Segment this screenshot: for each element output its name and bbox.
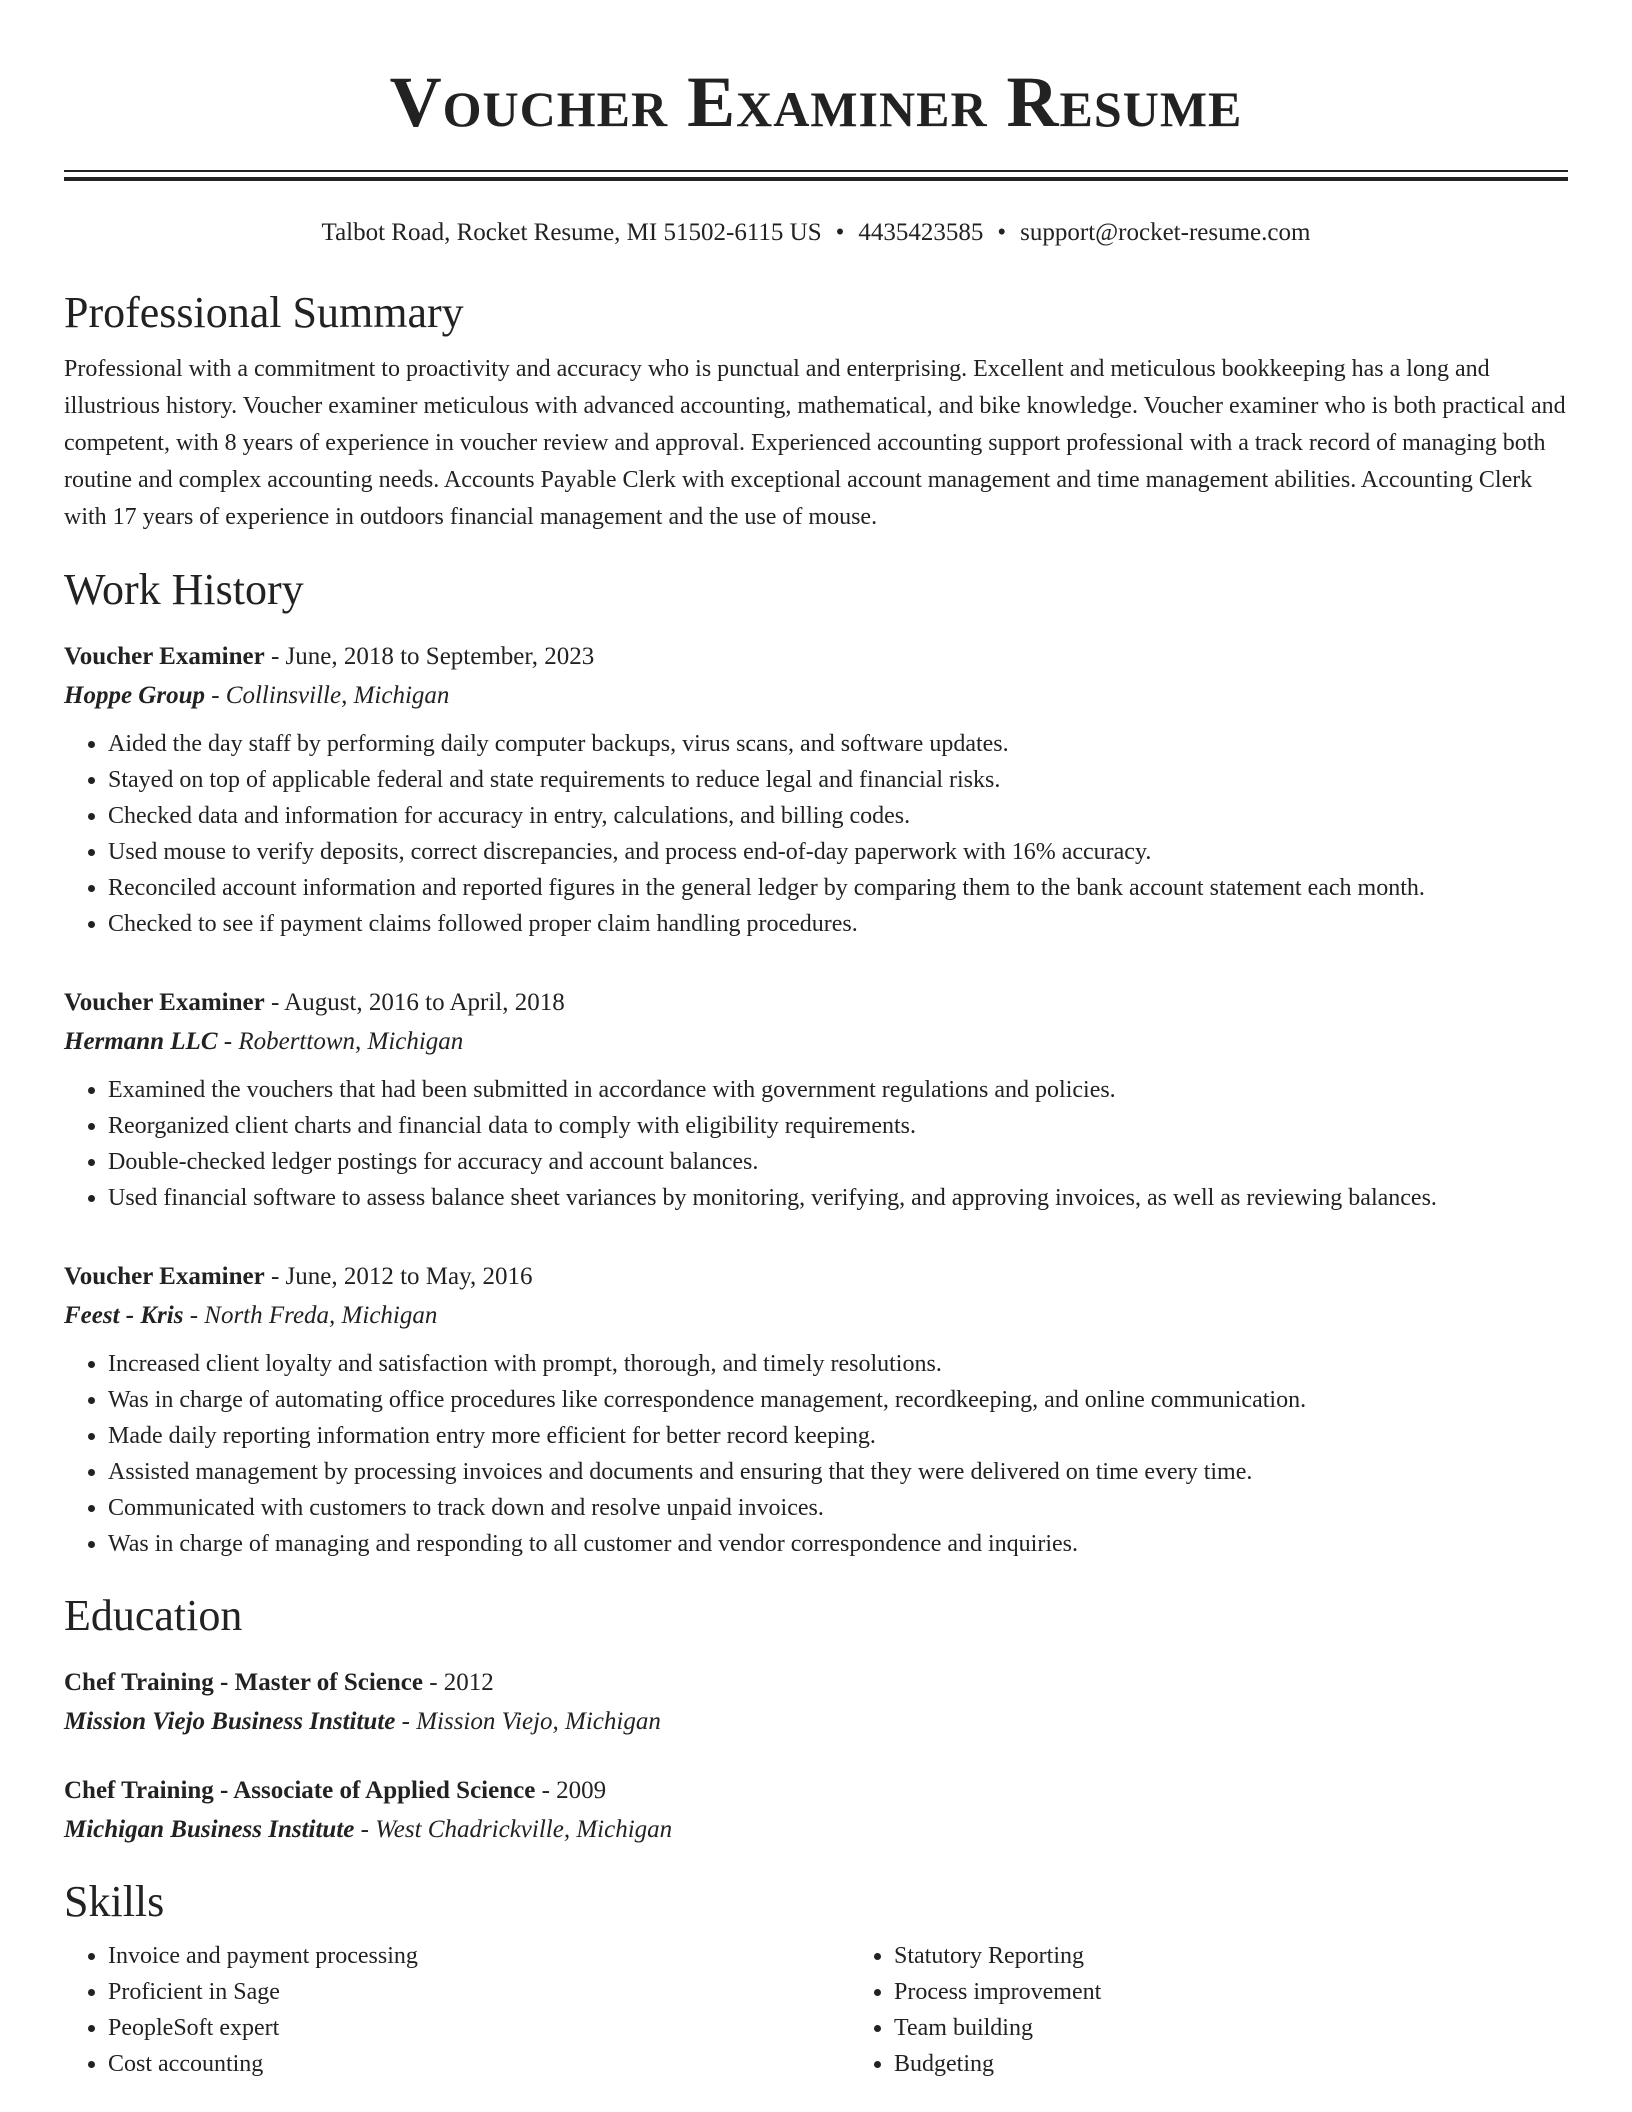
- job-dates: - June, 2018 to September, 2023: [264, 643, 595, 670]
- list-item: • Aided the day staff by performing daily computer backups, virus scans, and software updates.: [108, 726, 1568, 762]
- education-year: - 2012: [422, 1669, 494, 1696]
- contact-email: support@rocket-resume.com: [1020, 219, 1311, 246]
- skills-columns: [64, 1938, 1568, 2082]
- list-item: • Made daily reporting information entry more efficient for better record keeping.: [108, 1418, 1568, 1454]
- work-history-section: [64, 564, 1568, 1562]
- contact-line: [64, 217, 1568, 249]
- skill-item: • Process improvement: [894, 1974, 1568, 2010]
- list-item: • Checked data and information for accuracy in entry, calculations, and billing codes.: [108, 798, 1568, 834]
- job-entry: [64, 638, 1568, 942]
- job-company: Hoppe Group: [64, 682, 205, 709]
- education-location: - West Chadrickville, Michigan: [354, 1816, 673, 1843]
- education-school: Mission Viejo Business Institute: [64, 1708, 396, 1735]
- skill-item: • PeopleSoft expert: [108, 2010, 850, 2046]
- list-item: • Examined the vouchers that had been submitted in accordance with government regulations and policies.: [108, 1072, 1568, 1108]
- skill-item: • Invoice and payment processing: [108, 1938, 850, 1974]
- title-divider: [64, 170, 1568, 181]
- job-bullets: [64, 1072, 1568, 1216]
- summary-section: [64, 287, 1568, 536]
- list-item: • Reconciled account information and reported figures in the general ledger by comparing them to the bank account statement each month.: [108, 870, 1568, 906]
- summary-heading: Professional Summary: [64, 288, 464, 337]
- education-location: - Mission Viejo, Michigan: [395, 1708, 661, 1735]
- contact-separator: •: [997, 219, 1007, 246]
- education-degree: Chef Training - Master of Science: [64, 1669, 423, 1696]
- list-item: • Double-checked ledger postings for accuracy and account balances.: [108, 1144, 1568, 1180]
- list-item: • Reorganized client charts and financial data to comply with eligibility requirements.: [108, 1108, 1568, 1144]
- job-company: Hermann LLC: [64, 1028, 218, 1055]
- list-item: • Was in charge of automating office procedures like correspondence management, recordkeeping, and online communication.: [108, 1382, 1568, 1418]
- list-item: • Used financial software to assess balance sheet variances by monitoring, verifying, and approving invoices, as well as reviewing balances.: [108, 1180, 1568, 1216]
- list-item: • Communicated with customers to track down and resolve unpaid invoices.: [108, 1490, 1568, 1526]
- education-heading: Education: [64, 1591, 243, 1640]
- education-entry: [64, 1772, 1568, 1850]
- skill-item: • Cost accounting: [108, 2046, 850, 2082]
- job-dates: - August, 2016 to April, 2018: [264, 989, 565, 1016]
- list-item: • Used mouse to verify deposits, correct discrepancies, and process end-of-day paperwork with 16% accuracy.: [108, 834, 1568, 870]
- job-title: Voucher Examiner: [64, 989, 265, 1016]
- job-bullets: [64, 726, 1568, 942]
- job-location: - North Freda, Michigan: [183, 1302, 438, 1329]
- skill-item: • Proficient in Sage: [108, 1974, 850, 2010]
- job-title: Voucher Examiner: [64, 1263, 265, 1290]
- list-item: • Was in charge of managing and responding to all customer and vendor correspondence and inquiries.: [108, 1526, 1568, 1562]
- skills-list-left: [64, 1938, 850, 2082]
- skill-item: • Statutory Reporting: [894, 1938, 1568, 1974]
- job-title: Voucher Examiner: [64, 643, 265, 670]
- education-degree: Chef Training - Associate of Applied Science: [64, 1777, 536, 1804]
- resume-title: Voucher Examiner Resume: [389, 62, 1243, 142]
- job-dates: - June, 2012 to May, 2016: [264, 1263, 533, 1290]
- education-year: - 2009: [535, 1777, 607, 1804]
- education-entry: [64, 1664, 1568, 1742]
- summary-text: Professional with a commitment to proactivity and accuracy who is punctual and enterprising. Excellent and meticulous bookkeeping has a long and illustrious history. Voucher examiner meticulous with advanced accounting, mathematical, and bike knowledge. Voucher examiner who is both practical and competent, with 8 years of experience in voucher review and approval. Experienced accounting support professional with a track record of managing both routine and complex accounting needs. Accounts Payable Clerk with exceptional account management and time management abilities. Accounting Clerk with 17 years of experience in outdoors financial management and the use of mouse.: [64, 356, 1566, 530]
- skill-item: • Budgeting: [894, 2046, 1568, 2082]
- skill-item: • Team building: [894, 2010, 1568, 2046]
- job-entry: [64, 1258, 1568, 1562]
- job-location: - Roberttown, Michigan: [217, 1028, 464, 1055]
- list-item: • Checked to see if payment claims followed proper claim handling procedures.: [108, 906, 1568, 942]
- list-item: • Assisted management by processing invoices and documents and ensuring that they were delivered on time every time.: [108, 1454, 1568, 1490]
- contact-phone: 4435423585: [858, 219, 984, 246]
- education-section: [64, 1590, 1568, 1850]
- contact-address: Talbot Road, Rocket Resume, MI 51502-6115 US: [321, 219, 822, 246]
- list-item: • Increased client loyalty and satisfaction with prompt, thorough, and timely resolutions.: [108, 1346, 1568, 1382]
- skills-heading: Skills: [64, 1877, 165, 1926]
- skills-list-right: [850, 1938, 1568, 2082]
- contact-separator: •: [835, 219, 845, 246]
- work-history-heading: Work History: [64, 565, 304, 614]
- list-item: • Stayed on top of applicable federal and state requirements to reduce legal and financial risks.: [108, 762, 1568, 798]
- skills-section: [64, 1876, 1568, 2082]
- job-entry: [64, 984, 1568, 1216]
- education-school: Michigan Business Institute: [64, 1816, 355, 1843]
- job-bullets: [64, 1346, 1568, 1562]
- job-location: - Collinsville, Michigan: [204, 682, 450, 709]
- job-company: Feest - Kris: [64, 1302, 184, 1329]
